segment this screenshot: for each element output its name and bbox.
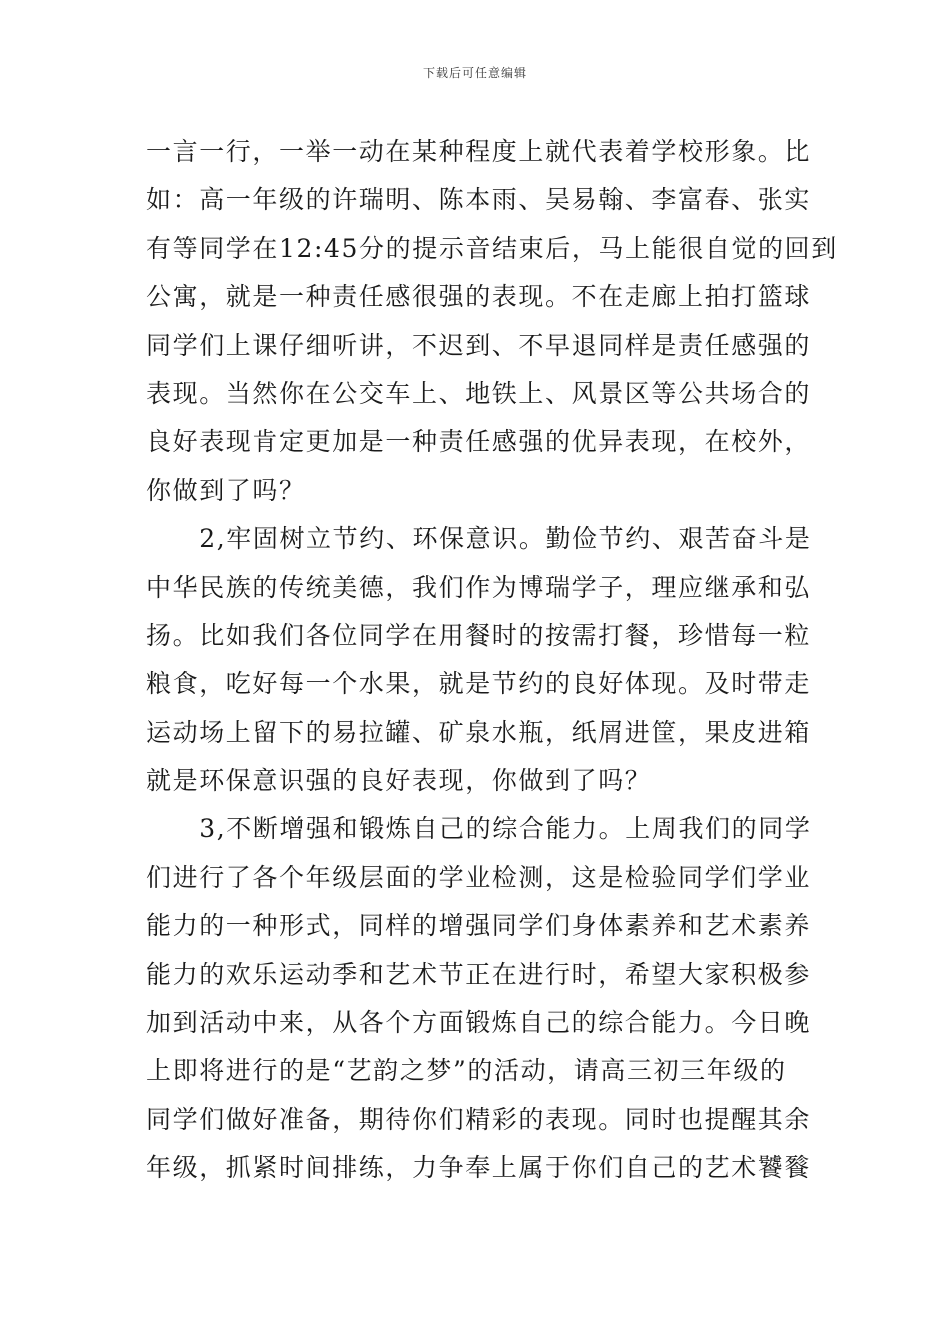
text-line: 就是环保意识强的良好表现，你做到了吗？: [146, 766, 652, 796]
text-line: 公寓，就是一种责任感很强的表现。不在走廊上拍打篮球: [146, 282, 812, 312]
text-line: 能力的一种形式，同样的增强同学们身体素养和艺术素养: [146, 911, 812, 941]
paragraph-3-start: 3,不断增强和锻炼自己的综合能力。上周我们的同学: [146, 814, 812, 844]
text-line: 能力的欢乐运动季和艺术节正在进行时，希望大家积极参: [146, 959, 812, 989]
text-line: 运动场上留下的易拉罐、矿泉水瓶，纸屑进筐，果皮进箱: [146, 717, 812, 747]
text-line: 如：高一年级的许瑞明、陈本雨、吴易翰、李富春、张实: [146, 185, 812, 215]
download-note: 下载后可任意编辑: [422, 66, 527, 80]
text-line: 良好表现肯定更加是一种责任感强的优异表现，在校外，: [146, 427, 812, 457]
text-line: 中华民族的传统美德，我们作为博瑞学子，理应继承和弘: [146, 572, 812, 602]
text-line: 同学们上课仔细听讲，不迟到、不早退同样是责任感强的: [146, 330, 812, 360]
paragraph-2-start: 2,牢固树立节约、环保意识。勤俭节约、艰苦奋斗是: [146, 524, 812, 554]
text-line: 们进行了各个年级层面的学业检测，这是检验同学们学业: [146, 862, 812, 892]
text-line: 粮食，吃好每一个水果，就是节约的良好体现。及时带走: [146, 669, 812, 699]
text-line: 有等同学在12:45分的提示音结束后，马上能很自觉的回到: [146, 233, 838, 263]
text-line: 表现。当然你在公交车上、地铁上、风景区等公共场合的: [146, 378, 812, 408]
text-line: 扬。比如我们各位同学在用餐时的按需打餐，珍惜每一粒: [146, 620, 812, 650]
text-line: 加到活动中来，从各个方面锻炼自己的综合能力。今日晚: [146, 1008, 812, 1038]
text-line: 你做到了吗？: [146, 475, 306, 505]
text-line: 年级，抓紧时间排练，力争奉上属于你们自己的艺术饕餮: [146, 1153, 812, 1183]
text-line: 上即将进行的是“艺韵之梦”的活动，请高三初三年级的: [146, 1056, 787, 1086]
text-line: 一言一行，一举一动在某种程度上就代表着学校形象。比: [146, 137, 812, 166]
text-line: 同学们做好准备，期待你们精彩的表现。同时也提醒其余: [146, 1104, 812, 1134]
body-text: [146, 128, 838, 1193]
